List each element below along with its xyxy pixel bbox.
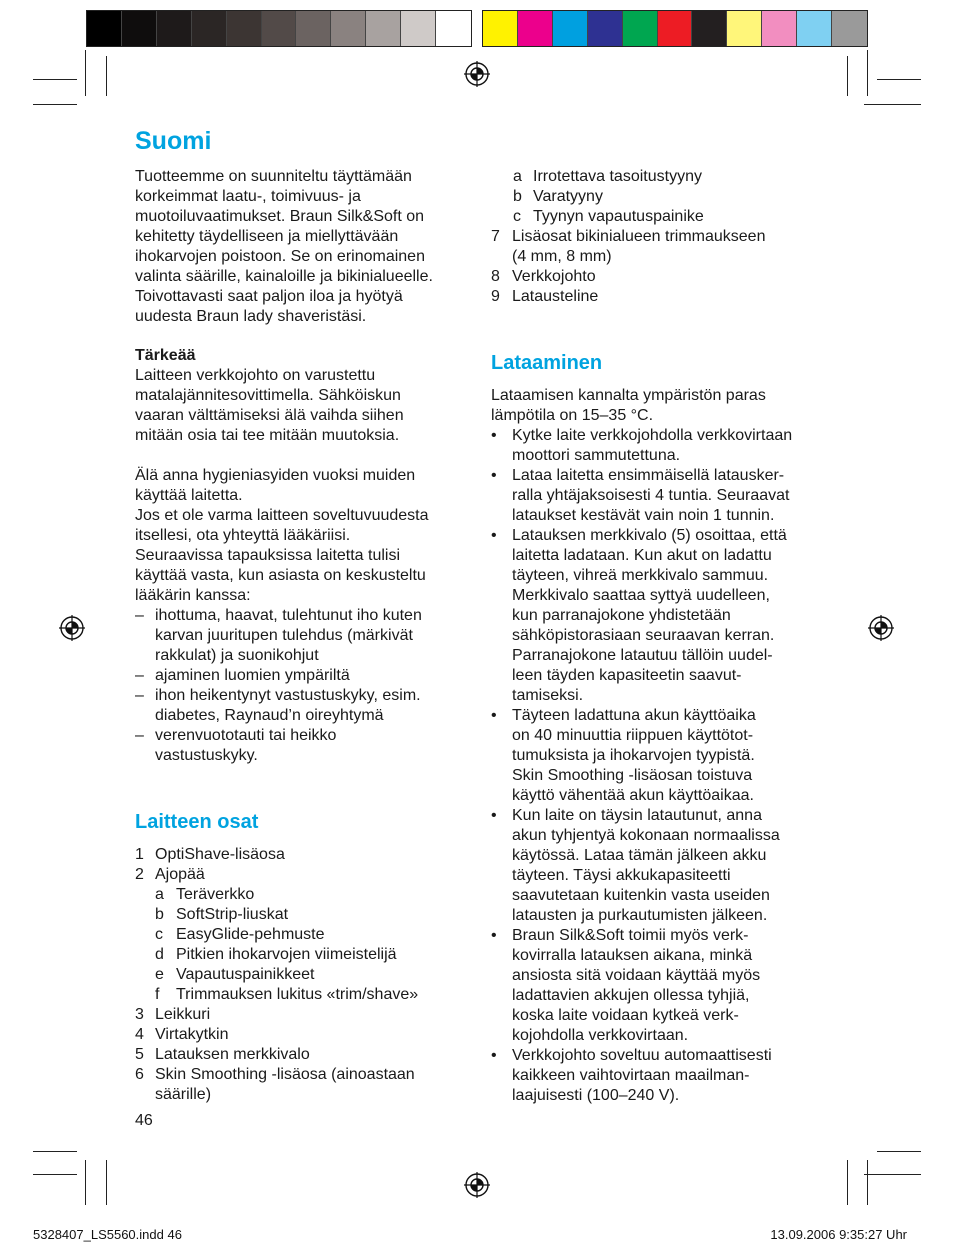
list-item bbox=[135, 865, 465, 885]
color-swatch bbox=[157, 11, 192, 46]
list-item-text: Kytke laite verkkojohdolla verkkovirtaan moottori sammutettuna. bbox=[512, 427, 793, 464]
color-swatch bbox=[797, 11, 832, 46]
list-marker: 8 bbox=[491, 268, 500, 285]
list-item bbox=[491, 806, 826, 926]
color-swatch bbox=[658, 11, 693, 46]
list-item bbox=[135, 1025, 465, 1045]
list-item-text: Pitkien ihokarvojen viimeistelijä bbox=[176, 946, 397, 963]
list-item-text: ihottuma, haavat, tulehtunut iho kuten karvan juuritupen tulehdus (märkivät rakkulat) ja suonikohjut bbox=[155, 607, 422, 664]
page-title: Suomi bbox=[135, 127, 212, 155]
page-number: 46 bbox=[135, 1112, 153, 1129]
list-item bbox=[491, 1046, 826, 1106]
parts-list-final bbox=[491, 227, 826, 307]
list-item-text: Kun laite on täysin latautunut, anna akun tyhjentyä kokonaan normaalissa käytössä. Lataa tämän jälkeen akku täyteen. Täysi akkukapasiteetti saavutetaan kuitenkin vasta useiden latausten ja purkautumisten jälkeen. bbox=[512, 807, 780, 924]
list-marker: 3 bbox=[135, 1006, 144, 1023]
list-item-text: Ajopää bbox=[155, 866, 205, 883]
list-item-text: Latauksen merkkivalo (5) osoittaa, että laitetta ladataan. Kun akut on ladattu täyteen, vihreä merkkivalo sammuu. Merkkivalo saattaa syttyä uudelleen, kun parranajokone yhdistetään sähköpistorasiaan seuraavan kerran. Parranajokone latautuu tällöin uudel- leen täyden kapasiteetin saavut- tamiseksi. bbox=[512, 527, 787, 704]
list-marker: a bbox=[513, 168, 522, 185]
list-marker: f bbox=[155, 986, 160, 1003]
color-swatch bbox=[87, 11, 122, 46]
color-swatch bbox=[436, 11, 471, 46]
color-swatch bbox=[762, 11, 797, 46]
list-marker: 4 bbox=[135, 1026, 144, 1043]
color-swatch bbox=[122, 11, 157, 46]
list-item-text: Skin Smoothing -lisäosa (ainoastaan säärille) bbox=[155, 1066, 415, 1103]
list-item bbox=[135, 945, 465, 965]
list-item bbox=[135, 726, 465, 766]
list-marker: b bbox=[513, 188, 522, 205]
list-item-text: Irrotettava tasoitustyyny bbox=[533, 168, 702, 185]
list-marker: b bbox=[155, 906, 164, 923]
list-item-text: Lisäosat bikinialueen trimmaukseen (4 mm, 8 mm) bbox=[512, 228, 766, 265]
color-swatch bbox=[727, 11, 762, 46]
color-swatch bbox=[483, 11, 518, 46]
list-item-text: Lataa laitetta ensimmäisellä latausker- ralla yhtäjaksoisesti 4 tuntia. Seuraavat lataukset kestävät vain noin 1 tunnin. bbox=[512, 467, 790, 524]
list-item bbox=[135, 925, 465, 945]
important-text: Laitteen verkkojohto on varustettu matalajännitesovittimella. Sähköiskun vaaran välttämiseksi älä vaihda siihen mitään osia tai tee mitään muutoksia. bbox=[135, 367, 404, 444]
list-item-text: OptiShave-lisäosa bbox=[155, 846, 285, 863]
color-swatch bbox=[331, 11, 366, 46]
list-marker: • bbox=[491, 807, 497, 824]
list-item bbox=[135, 905, 465, 925]
list-item bbox=[135, 686, 465, 726]
grayscale-color-bar bbox=[86, 10, 472, 47]
list-item bbox=[491, 526, 826, 706]
color-swatch bbox=[296, 11, 331, 46]
color-swatch bbox=[588, 11, 623, 46]
parts-heading: Laitteen osat bbox=[135, 811, 259, 833]
list-item-text: Latausteline bbox=[512, 288, 599, 305]
list-item bbox=[135, 845, 465, 865]
list-item bbox=[491, 267, 826, 287]
list-marker: – bbox=[135, 727, 144, 744]
list-marker: 6 bbox=[135, 1066, 144, 1083]
intro-paragraph: Tuotteemme on suunniteltu täyttämään korkeimmat laatu-, toimivuus- ja muotoiluvaatimukset. Braun Silk&Soft on kehitetty täydelliseen ja miellyttävään ihokarvojen poistoon. Se on erinomainen valinta säärille, kainaloille ja bikinialueelle. Toivottavasti saat paljon iloa ja hyötyä uudesta Braun lady shaveristäsi. bbox=[135, 168, 433, 325]
list-item-text: Täyteen ladattuna akun käyttöaika on 40 minuuttia riippuen käyttötot- tumuksista ja ihokarvojen tyypistä. Skin Smoothing -lisäosan toistuva käyttö vähentää akun käyttöaikaa. bbox=[512, 707, 756, 804]
list-item bbox=[491, 287, 826, 307]
charging-intro: Lataamisen kannalta ympäristön paras lämpötila on 15–35 °C. bbox=[491, 387, 766, 424]
list-item-text: ajaminen luomien ympäriltä bbox=[155, 667, 350, 684]
charging-heading: Lataaminen bbox=[491, 352, 603, 374]
parts-sublist-shaving-head bbox=[135, 885, 465, 1005]
list-marker: 9 bbox=[491, 288, 500, 305]
color-swatch bbox=[192, 11, 227, 46]
list-item bbox=[135, 1065, 465, 1105]
important-heading: Tärkeää bbox=[135, 347, 196, 364]
list-marker: 7 bbox=[491, 228, 500, 245]
list-item-text: Virtakytkin bbox=[155, 1026, 229, 1043]
list-item bbox=[491, 706, 826, 806]
list-item-text: Leikkuri bbox=[155, 1006, 211, 1023]
list-marker: • bbox=[491, 427, 497, 444]
list-item-text: Vapautuspainikkeet bbox=[176, 966, 315, 983]
list-item bbox=[491, 466, 826, 526]
list-item-text: ihon heikentynyt vastustuskyky, esim. diabetes, Raynaud’n oireyhtymä bbox=[155, 687, 421, 724]
list-marker: • bbox=[491, 467, 497, 484]
color-swatch bbox=[623, 11, 658, 46]
registration-mark-icon bbox=[464, 1172, 490, 1198]
registration-mark-icon bbox=[868, 615, 894, 641]
footer-datetime: 13.09.2006 9:35:27 Uhr bbox=[770, 1227, 907, 1242]
list-marker: – bbox=[135, 607, 144, 624]
list-marker: • bbox=[491, 927, 497, 944]
list-item-text: Trimmauksen lukitus «trim/shave» bbox=[176, 986, 419, 1003]
list-item-text: SoftStrip-liuskat bbox=[176, 906, 289, 923]
color-swatch bbox=[366, 11, 401, 46]
important-text-continued: Älä anna hygieniasyiden vuoksi muiden käyttää laitetta. Jos et ole varma laitteen soveltuvuudesta itsellesi, ota yhteyttä lääkäriisi. Seuraavissa tapauksissa laitetta tulisi käyttää vasta, kun asiasta on keskusteltu lääkärin kanssa: bbox=[135, 467, 429, 604]
list-item bbox=[135, 666, 465, 686]
list-marker: – bbox=[135, 687, 144, 704]
charging-bullets bbox=[491, 426, 826, 1106]
list-item bbox=[135, 985, 465, 1005]
list-item bbox=[135, 606, 465, 666]
list-item-text: EasyGlide-pehmuste bbox=[176, 926, 325, 943]
list-item bbox=[135, 885, 465, 905]
list-item bbox=[491, 926, 826, 1046]
list-item-text: Verkkojohto soveltuu automaattisesti kaikkeen vaihtovirtaan maailman- laajuisesti (100–240 V). bbox=[512, 1047, 772, 1104]
list-item bbox=[491, 207, 826, 227]
list-item bbox=[491, 426, 826, 466]
list-marker: d bbox=[155, 946, 164, 963]
list-item bbox=[135, 1045, 465, 1065]
list-marker: • bbox=[491, 707, 497, 724]
color-swatch bbox=[832, 11, 867, 46]
list-marker: c bbox=[155, 926, 163, 943]
color-swatch bbox=[262, 11, 297, 46]
list-marker: – bbox=[135, 667, 144, 684]
parts-list bbox=[135, 845, 465, 885]
process-color-bar bbox=[482, 10, 868, 47]
color-swatch bbox=[401, 11, 436, 46]
parts-list-continued bbox=[135, 1005, 465, 1105]
list-marker: 5 bbox=[135, 1046, 144, 1063]
list-marker: e bbox=[155, 966, 164, 983]
parts-sublist-skin-smoothing bbox=[491, 167, 826, 227]
list-item-text: Braun Silk&Soft toimii myös verk- kovirralla latauksen aikana, minkä ansiosta sitä voidaan käyttää myös ladattavien akkujen ollessa tyhjiä, koska laite voidaan kytkeä verk- kojohdolla verkkovirtaan. bbox=[512, 927, 761, 1044]
footer-filename: 5328407_LS5560.indd 46 bbox=[33, 1227, 182, 1242]
color-swatch bbox=[553, 11, 588, 46]
list-item-text: Tyynyn vapautuspainike bbox=[533, 208, 704, 225]
consult-doctor-list bbox=[135, 606, 465, 766]
list-marker: • bbox=[491, 527, 497, 544]
list-item-text: Latauksen merkkivalo bbox=[155, 1046, 310, 1063]
list-item-text: verenvuototauti tai heikko vastustuskyky. bbox=[155, 727, 337, 764]
registration-mark-icon bbox=[464, 61, 490, 87]
list-marker: 1 bbox=[135, 846, 144, 863]
list-item bbox=[491, 227, 826, 267]
color-swatch bbox=[227, 11, 262, 46]
list-item-text: Teräverkko bbox=[176, 886, 255, 903]
list-item bbox=[135, 1005, 465, 1025]
list-item bbox=[491, 187, 826, 207]
list-item-text: Verkkojohto bbox=[512, 268, 596, 285]
list-marker: • bbox=[491, 1047, 497, 1064]
list-marker: a bbox=[155, 886, 164, 903]
list-marker: 2 bbox=[135, 866, 144, 883]
list-item bbox=[491, 167, 826, 187]
color-swatch bbox=[518, 11, 553, 46]
color-swatch bbox=[692, 11, 727, 46]
registration-mark-icon bbox=[59, 615, 85, 641]
list-item-text: Varatyyny bbox=[533, 188, 603, 205]
list-marker: c bbox=[513, 208, 521, 225]
list-item bbox=[135, 965, 465, 985]
